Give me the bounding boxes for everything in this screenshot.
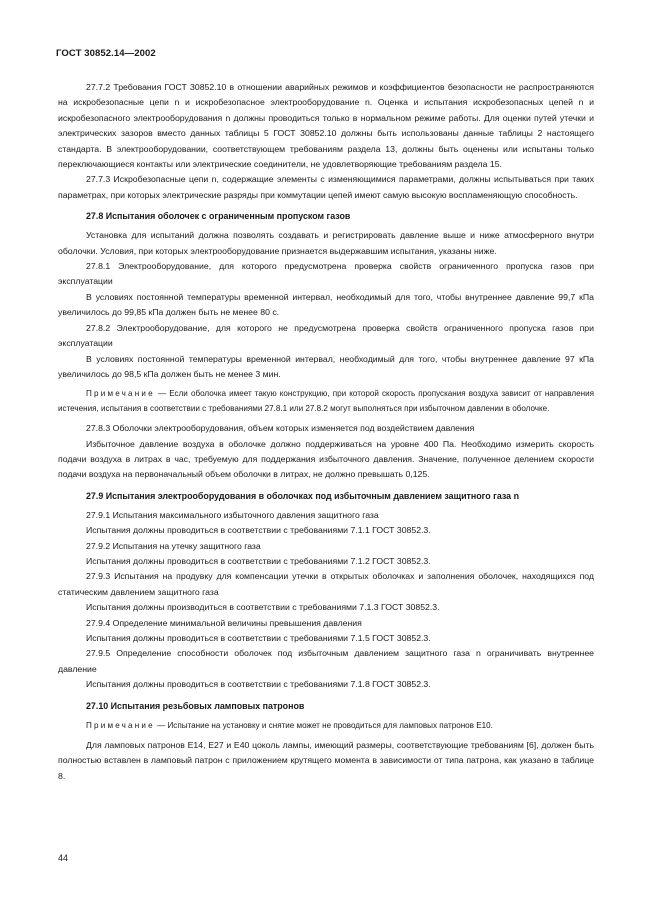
note-paragraph	[58, 387, 594, 416]
note-paragraph	[58, 719, 594, 733]
page-number: 44	[58, 853, 69, 863]
body-paragraph: 27.9.5 Определение способности оболочек под избыточным давлением защитного газа n ограничивать внутреннее давление	[58, 648, 594, 674]
body-paragraph: В условиях постоянной температуры временной интервал, необходимый для того, чтобы внутреннее давление 99,7 кПа увеличилось до 99,85 кПа должен быть не менее 80 с.	[58, 291, 594, 318]
body-paragraph: 27.8.3 Оболочки электрооборудования, объем которых изменяется под воздействием давления	[86, 423, 475, 434]
note-text: — Испытание на установку и снятие может не проводиться для ламповых патронов Е10.	[154, 720, 493, 730]
body-paragraph: 27.7.3 Искробезопасные цепи n, содержащие элементы с изменяющимися параметрами, должны испытываться при таких параметрах, при которых электрические разряды при коммутации цепей имеют самую высокую воспламеняющую способность.	[58, 174, 594, 200]
body-paragraph: 27.9.3 Испытания на продувку для компенсации утечки в открытых оболочках и заполнения оболочек, находящихся под статическим давлением защитного газа	[58, 571, 594, 597]
body-paragraph: 27.9.1 Испытания максимального избыточного давления защитного газа	[86, 509, 379, 520]
body-paragraph: Испытания должны производиться в соответствии с требованиями 7.1.3 ГОСТ 30852.3.	[86, 602, 440, 613]
body-paragraph: Избыточное давление воздуха в оболочке должно поддерживаться на уровне 400 Па. Необходимо измерить скорость подачи воздуха в литрах в час, требуемую для поддержания избыточного давления. Значение, полученное делением скорости подачи воздуха на первоначальный объем оболочки в литрах, не должно превышать 0,125.	[58, 438, 594, 480]
body-paragraph: Испытания должны проводиться в соответствии с требованиями 7.1.5 ГОСТ 30852.3.	[86, 633, 431, 643]
note-text: — Если оболочка имеет такую конструкцию, при которой скорость пропускания воздуха зависит от направления истечения, испытания в соответствии с требованиями 27.8.1 или 27.8.2 могут выполняться при избыточном давлении в оболочке.	[58, 389, 594, 413]
body-paragraph: Испытания должны проводиться в соответствии с требованиями 7.1.8 ГОСТ 30852.3.	[86, 679, 431, 690]
body-paragraph: 27.9.4 Определение минимальной величины превышения давления	[86, 617, 362, 628]
section-heading: 27.8 Испытания оболочек с ограниченным пропуском газов	[86, 211, 351, 222]
section-heading: 27.10 Испытания резьбовых ламповых патронов	[86, 700, 305, 711]
doc-header: ГОСТ 30852.14—2002	[56, 48, 156, 59]
body-paragraph: Установка для испытаний должна позволять создавать и регистрировать давление выше и ниже атмосферного внутри оболочки. Условия, при которых электрооборудование признается выдержавшим испытания, указаны ниже.	[58, 230, 594, 256]
section-heading: 27.9 Испытания электрооборудования в оболочках под избыточным давлением защитного газа n	[86, 490, 519, 501]
body-paragraph: 27.9.2 Испытания на утечку защитного газа	[86, 540, 261, 551]
body-paragraph: 27.8.2 Электрооборудование, для которого не предусмотрена проверка свойств ограниченного пропуска газов при эксплуатации	[58, 322, 594, 349]
body-paragraph: Испытания должны проводиться в соответствии с требованиями 7.1.2 ГОСТ 30852.3.	[86, 555, 431, 566]
body-paragraph: 27.8.1 Электрооборудование, для которого предусмотрена проверка свойств ограниченного пропуска газов при эксплуатации	[58, 261, 594, 287]
page-body	[58, 80, 594, 784]
body-paragraph: Испытания должны проводиться в соответствии с требованиями 7.1.1 ГОСТ 30852.3.	[86, 525, 431, 536]
body-paragraph: 27.7.2 Требования ГОСТ 30852.10 в отношении аварийных режимов и коэффициентов безопасности не распространяются на искробезопасные цепи n и искробезопасное электрооборудование n. Оценка и испытания искробезопасных цепей n и искробезопасного электрооборудования n должны проводиться только в нормальном режиме работы. Для оценки путей утечки и электрических зазоров вместо данных таблицы 5 ГОСТ 30852.10 должны быть использованы данные таблицы 2 настоящего стандарта. В электрооборудовании, соответствующем требованиям раздела 13, должны быть оценены или испытаны только переключающиеся контакты или электрические соединители, не удовлетворяющие требованиям раздела 15.	[58, 82, 594, 170]
note-label: Примечание	[86, 720, 155, 730]
body-paragraph: В условиях постоянной температуры временной интервал, необходимый для того, чтобы внутреннее давление 97 кПа увеличилось до 98,5 кПа должен быть не менее 3 мин.	[58, 353, 594, 379]
note-label: Примечание	[86, 389, 155, 399]
body-paragraph: Для ламповых патронов Е14, Е27 и Е40 цоколь лампы, имеющий размеры, соответствующие требованиям [6], должен быть полностью вставлен в ламповый патрон с приложением крутящего момента в зависимости от типа патрона, как указано в таблице 8.	[58, 740, 594, 781]
